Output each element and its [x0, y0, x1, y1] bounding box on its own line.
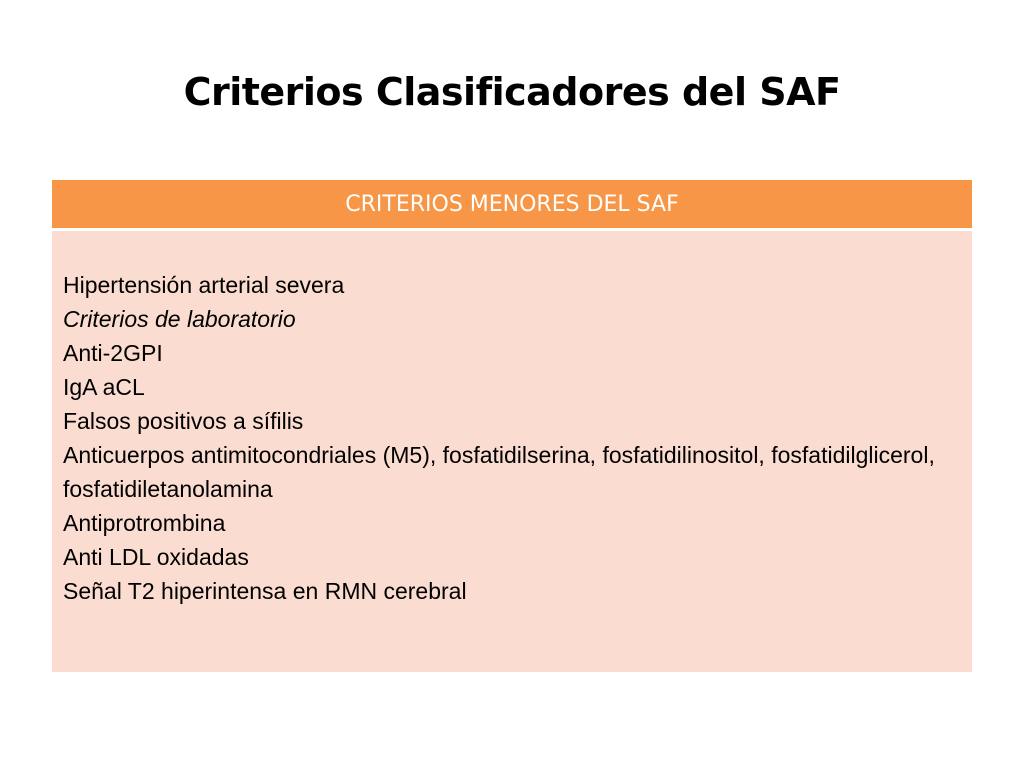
table-header: CRITERIOS MENORES DEL SAF [52, 180, 972, 231]
table-body [52, 231, 972, 672]
criteria-table [52, 180, 972, 672]
criteria-item-senal-t2: Señal T2 hiperintensa en RMN cerebral [63, 578, 467, 604]
criteria-item-antiprotrombina: Antiprotrombina [63, 510, 226, 536]
criteria-item-laboratorio-heading: Criterios de laboratorio [63, 306, 296, 332]
criteria-item-iga-acl: IgA aCL [63, 374, 145, 400]
criteria-item-hipertension: Hipertensión arterial severa [63, 272, 345, 298]
slide-title: Criterios Clasificadores del SAF [183, 70, 841, 114]
criteria-item-anti-2gpi: Anti-2GPI [63, 340, 163, 366]
criteria-item-falsos-positivos: Falsos positivos a sífilis [63, 408, 304, 434]
criteria-item-anti-ldl: Anti LDL oxidadas [63, 544, 249, 570]
criteria-item-anticuerpos: Anticuerpos antimitocondriales (M5), fosfatidilserina, fosfatidilinositol, fosfatidilglicerol, fosfatidiletanolamina [63, 442, 935, 502]
criteria-list [63, 268, 960, 608]
